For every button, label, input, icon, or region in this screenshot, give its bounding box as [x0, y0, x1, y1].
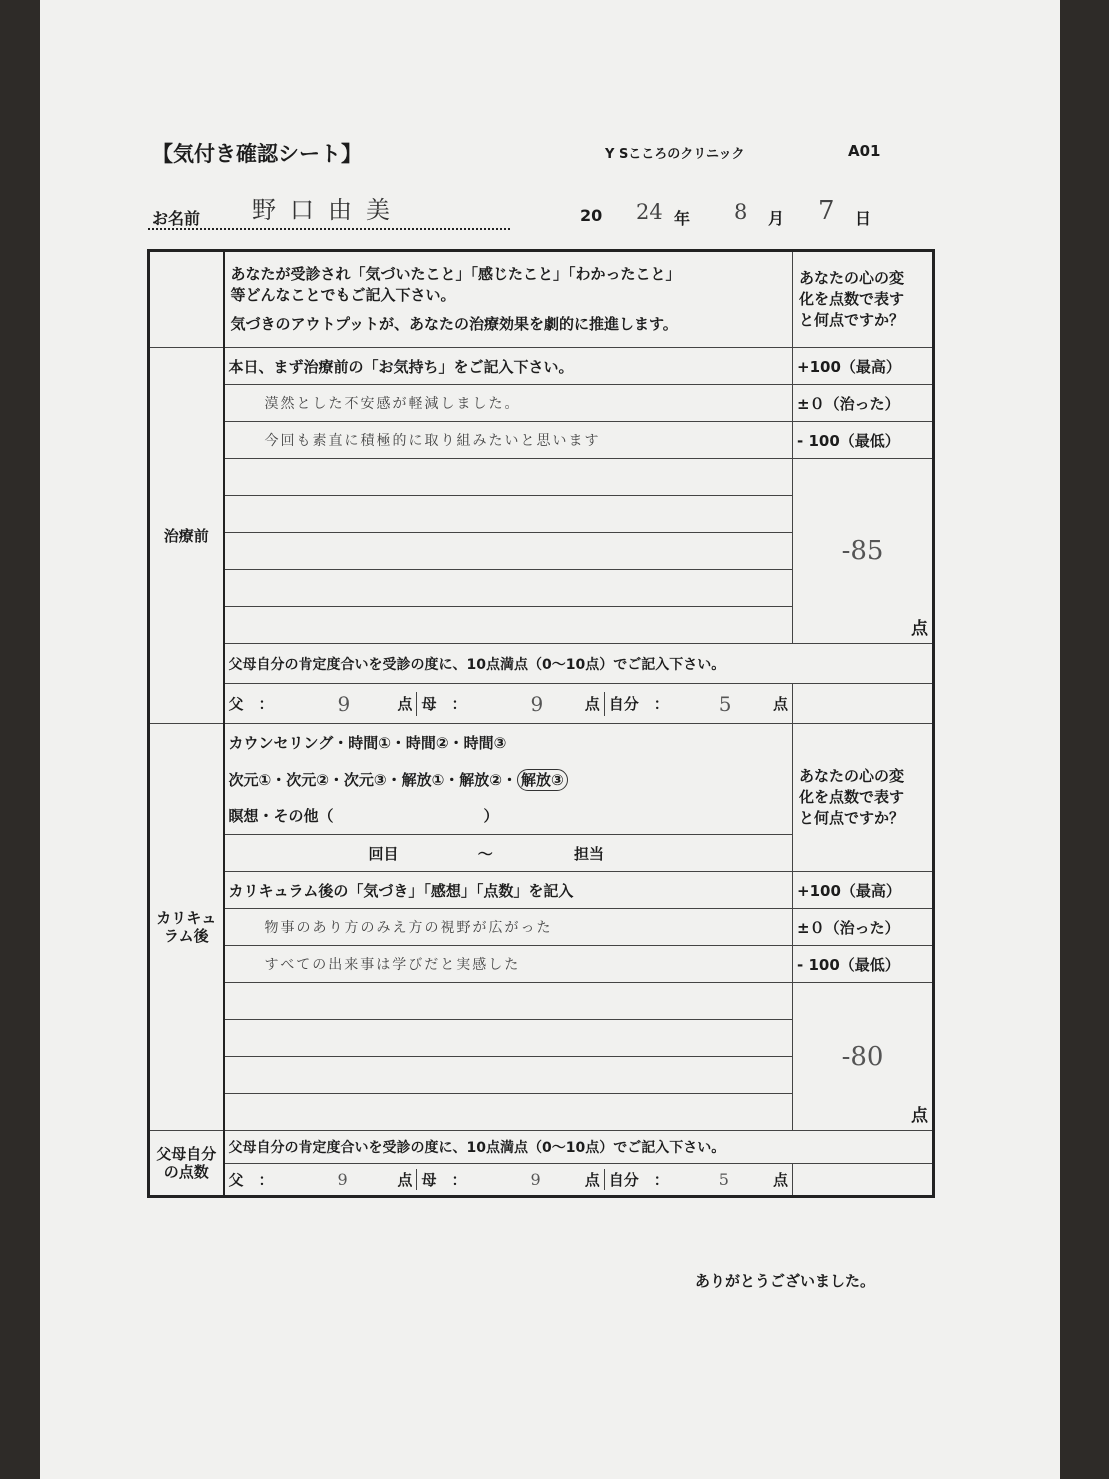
- date-year-label: 年: [674, 209, 691, 228]
- staff-label: 担当: [574, 844, 605, 863]
- pp-before-blank: [793, 684, 934, 724]
- pp-after-father-unit: 点: [397, 1171, 413, 1189]
- pp-before-self-label: 自分 ：: [608, 695, 669, 713]
- curriculum-label-line: カリキュ: [156, 909, 217, 927]
- score-question: [793, 251, 934, 348]
- pp-after-self-unit: 点: [772, 1171, 788, 1189]
- session-tilde: 〜: [477, 844, 493, 863]
- pp-after-blank: [793, 1164, 934, 1197]
- pp-after-father-label: 父 ：: [228, 1171, 274, 1189]
- intro-line-2: 等どんなことでもご記入下さい。: [230, 286, 456, 304]
- pp-after-mother-label: 母 ：: [421, 1171, 467, 1189]
- session-row: [224, 835, 793, 872]
- curriculum-options-2-text: 次元①・次元②・次元③・解放①・解放②・: [228, 770, 518, 789]
- curriculum-options-2[interactable]: [224, 761, 793, 798]
- pp-before-scores: [224, 684, 793, 724]
- date-month-value: 8: [734, 200, 748, 224]
- pp-after-self-value[interactable]: 5: [718, 1170, 729, 1189]
- before-line-7[interactable]: [224, 607, 793, 644]
- pp-after-mother-unit: 点: [584, 1171, 600, 1189]
- pp-before-father-label: 父 ：: [228, 695, 274, 713]
- curriculum-score-unit: 点: [911, 1106, 928, 1126]
- curriculum-scale-mid: ±０（治った）: [793, 909, 934, 946]
- name-value: 野口由美: [252, 196, 404, 224]
- pp-after-mother-value[interactable]: 9: [530, 1170, 541, 1189]
- curriculum-line-5[interactable]: [224, 1057, 793, 1094]
- pp-after-instruction: 父母自分の肯定度合いを受診の度に、10点満点（0〜10点）でご記入下さい。: [224, 1131, 934, 1164]
- pp-after-label-line: の点数: [163, 1163, 209, 1181]
- pp-before-mother-unit: 点: [584, 695, 600, 713]
- score-question-line: あなたの心の変: [799, 269, 905, 287]
- form-title: 【気付き確認シート】: [152, 142, 362, 166]
- date-day-label: 日: [855, 209, 872, 228]
- date-month-label: 月: [768, 209, 785, 228]
- intro-line-1: あなたが受診され「気づいたこと」「感じたこと」「わかったこと」: [230, 265, 681, 283]
- before-scale-max: +100（最高）: [793, 348, 934, 385]
- date-day-value: 7: [818, 196, 835, 226]
- date-era: 20: [580, 206, 603, 225]
- before-scale-mid: ±０（治った）: [793, 385, 934, 422]
- form-sheet: [40, 0, 1060, 1479]
- name-label: お名前: [152, 209, 201, 228]
- pp-before-father-value[interactable]: 9: [337, 691, 351, 716]
- curriculum-score-value: -80: [841, 1041, 884, 1072]
- thanks-message: ありがとうございました。: [695, 1272, 876, 1290]
- pp-after-self-label: 自分 ：: [608, 1171, 669, 1189]
- pp-before-mother-value[interactable]: 9: [530, 691, 544, 716]
- before-line-6[interactable]: [224, 570, 793, 607]
- curriculum-score-question: [793, 724, 934, 872]
- pp-before-self-value[interactable]: 5: [718, 691, 732, 716]
- score-question-line: と何点ですか？: [799, 311, 905, 329]
- curriculum-line-1[interactable]: 物事のあり方のみえ方の視野が広がった: [224, 909, 793, 946]
- score-question-line: 化を点数で表す: [799, 788, 905, 806]
- section-label-pp-after: [149, 1131, 224, 1197]
- pp-after-father-value[interactable]: 9: [337, 1170, 348, 1189]
- pp-before-instruction: 父母自分の肯定度合いを受診の度に、10点満点（0〜10点）でご記入下さい。: [224, 644, 934, 684]
- name-underline: [148, 228, 510, 230]
- before-scale-min: - 100（最低）: [793, 422, 934, 459]
- score-question-line: 化を点数で表す: [799, 290, 905, 308]
- curriculum-line-6[interactable]: [224, 1094, 793, 1131]
- pp-before-mother-label: 母 ：: [421, 695, 467, 713]
- date-year-value: 24: [636, 200, 663, 224]
- before-line-5[interactable]: [224, 533, 793, 570]
- curriculum-options-1[interactable]: カウンセリング・時間①・時間②・時間③: [224, 724, 793, 761]
- curriculum-scale-max: +100（最高）: [793, 872, 934, 909]
- pp-after-scores: [224, 1164, 793, 1197]
- pp-before-father-unit: 点: [397, 695, 413, 713]
- before-score-box[interactable]: [793, 459, 934, 644]
- before-line-1[interactable]: 漠然とした不安感が軽減しました。: [224, 385, 793, 422]
- before-score-value: -85: [841, 536, 884, 566]
- section-label-before: 治療前: [149, 348, 224, 724]
- section-label-curriculum: [149, 724, 224, 1131]
- clinic-name: Y Sこころのクリニック: [605, 147, 745, 162]
- curriculum-score-box[interactable]: [793, 983, 934, 1131]
- before-score-unit: 点: [911, 619, 928, 639]
- curriculum-scale-min: - 100（最低）: [793, 946, 934, 983]
- before-line-3[interactable]: [224, 459, 793, 496]
- before-line-4[interactable]: [224, 496, 793, 533]
- record-table: [147, 249, 935, 1198]
- before-line-2[interactable]: 今回も素直に積極的に取り組みたいと思います: [224, 422, 793, 459]
- intro-text: [224, 251, 793, 348]
- pp-after-label-line: 父母自分: [156, 1145, 217, 1163]
- curriculum-label-line: ラム後: [163, 927, 209, 945]
- curriculum-line-3[interactable]: [224, 983, 793, 1020]
- pp-before-self-unit: 点: [772, 695, 788, 713]
- curriculum-prompt: カリキュラム後の「気づき」「感想」「点数」を記入: [224, 872, 793, 909]
- intro-blank-cell: [149, 251, 224, 348]
- curriculum-options-3[interactable]: 瞑想・その他（ ）: [224, 798, 793, 835]
- circled-option[interactable]: 解放③: [517, 769, 568, 791]
- before-prompt: 本日、まず治療前の「お気持ち」をご記入下さい。: [224, 348, 793, 385]
- curriculum-line-4[interactable]: [224, 1020, 793, 1057]
- form-code: A01: [848, 142, 881, 160]
- session-label: 回目: [368, 844, 399, 863]
- score-question-line: あなたの心の変: [799, 767, 905, 785]
- intro-line-3: 気づきのアウトプットが、あなたの治療効果を劇的に推進します。: [230, 315, 678, 333]
- score-question-line: と何点ですか？: [799, 809, 905, 827]
- curriculum-line-2[interactable]: すべての出来事は学びだと実感した: [224, 946, 793, 983]
